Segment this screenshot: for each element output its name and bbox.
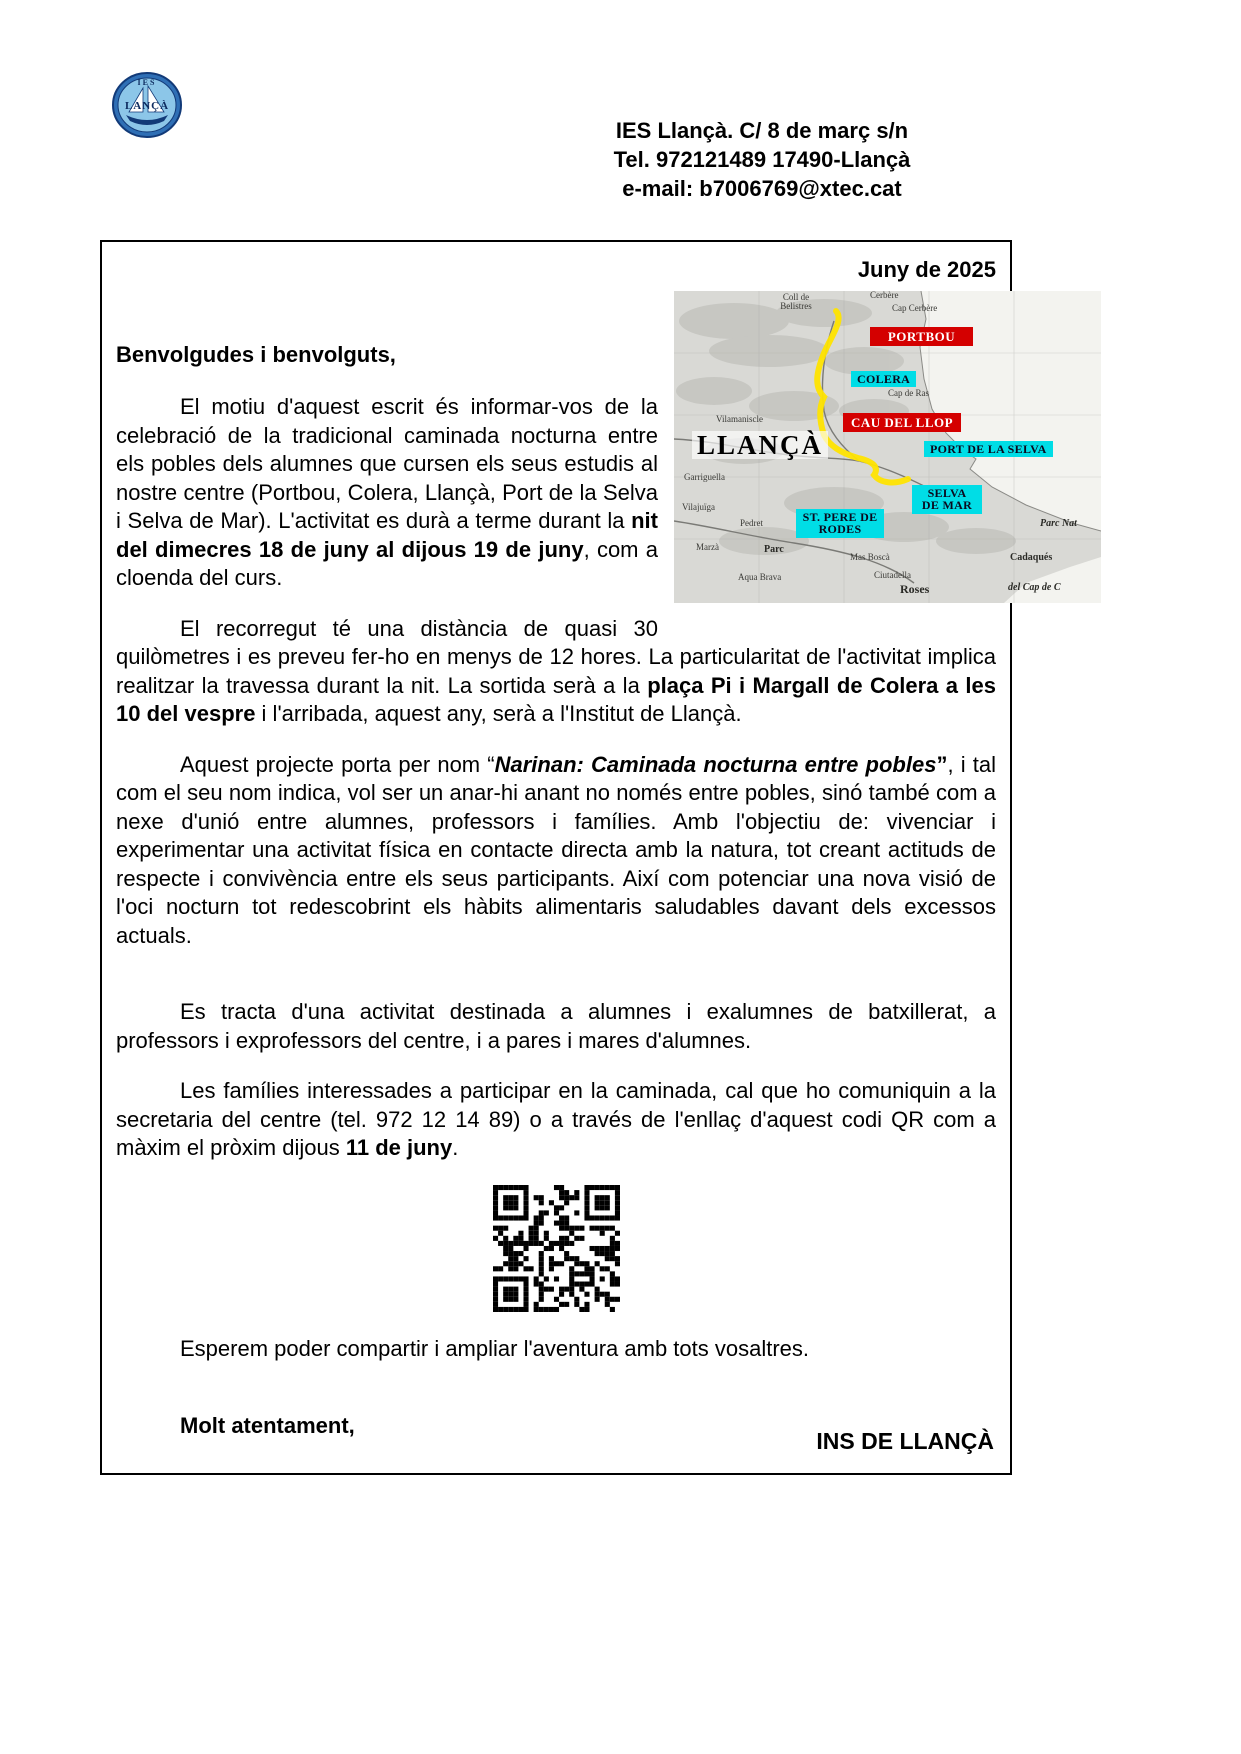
school-logo xyxy=(112,72,182,138)
map-label-ciutadella: Ciutadella xyxy=(874,569,911,580)
contact-phone: Tel. 972121489 17490-Llançà xyxy=(613,147,911,172)
map-label-roses: Roses xyxy=(900,581,930,596)
p1-date-highlight: nit del dimecres 18 de juny al dijous 19 de juny xyxy=(116,508,658,562)
map-label-llanca: LLANÇÀ xyxy=(692,431,828,459)
map-label-colera: COLERA xyxy=(851,371,916,388)
p5-deadline-highlight: 11 de juny xyxy=(345,1135,453,1160)
paragraph-signup xyxy=(116,1077,996,1163)
p2-text-start: El recorregut té una distància de quasi 30 quilòmetres i es preveu fer-ho en menys de 12 hores. La particularitat de l'activitat implica realitzar la travessa durant la nit. La sortida serà a la xyxy=(116,615,996,698)
p3-project-name: Narinan: Caminada nocturna entre pobles xyxy=(494,751,937,777)
map-label-garriguella: Garriguella xyxy=(684,471,725,482)
map-label-cap-cerbere: Cap Cerbère xyxy=(892,302,938,313)
map-label-port-de-la-selva: PORT DE LA SELVA xyxy=(924,441,1053,458)
p1-text-end: , com a cloenda del curs. xyxy=(116,536,658,590)
map-label-parc: Parc xyxy=(764,543,784,555)
p3-text-end: , i tal com el seu nom indica, vol ser un anar-hi anant no només entre pobles, sinó també com a nexe d'unió entre alumnes, professors i famílies. Amb l'objectiu de: vivenciar i experimentar una activitat física en contacte directa amb la natura, tot creant actituds de respecte i convivència entre els seus participants. Així com potenciar una nova visió de l'oci nocturn tot redescobrint els hàbits alimentaris saludables davant dels excessos actuals. xyxy=(116,751,997,948)
signature: INS DE LLANÇÀ xyxy=(816,1427,994,1454)
logo-text-llanca: LANÇÀ xyxy=(124,100,170,112)
p3-close-quote: ” xyxy=(936,751,948,777)
map-label-cap-de-ras: Cap de Ras xyxy=(888,387,929,398)
p3-text-start: Aquest projecte porta per nom “ xyxy=(180,751,495,777)
map-label-aqua-brava: Aqua Brava xyxy=(738,571,782,582)
paragraph-farewell: Esperem poder compartir i ampliar l'aventura amb tots vosaltres. xyxy=(180,1336,810,1361)
map-label-portbou: PORTBOU xyxy=(870,327,973,347)
p2-start-highlight: plaça Pi i Margall de Colera a les 10 del vespre xyxy=(116,672,996,726)
contact-email: e-mail: b7006769@xtec.cat xyxy=(622,176,902,201)
map-label-del-cap-de-c: del Cap de C xyxy=(1008,581,1061,593)
map-label-cerbere: Cerbère xyxy=(870,289,899,300)
letter-date: Juny de 2025 xyxy=(857,257,996,282)
p2-text-end: i l'arribada, aquest any, serà a l'Institut de Llançà. xyxy=(255,701,742,726)
school-logo-image xyxy=(112,72,182,138)
route-map xyxy=(674,291,1101,603)
paragraph-route xyxy=(116,615,996,729)
school-contact-block xyxy=(532,116,992,203)
salutation: Benvolgudes i benvolguts, xyxy=(116,341,396,367)
map-label-vilajuiga: Vilajuïga xyxy=(682,501,715,512)
map-label-st-pere-de-rodes: ST. PERE DE RODES xyxy=(796,509,884,538)
map-label-cau-del-llop: CAU DEL LLOP xyxy=(843,413,961,433)
paragraph-project xyxy=(116,751,996,951)
map-label-vilamaniscle: Vilamaniscle xyxy=(716,413,763,424)
map-label-parc-nat: Parc Nat xyxy=(1040,517,1077,529)
paragraph-audience: Es tracta d'una activitat destinada a alumnes i exalumnes de batxillerat, a professors i exprofessors del centre, i a pares i mares d'alumnes. xyxy=(116,999,996,1053)
map-label-pedret: Pedret xyxy=(740,517,763,528)
p5-text-end: . xyxy=(452,1135,459,1160)
map-label-mas-bosca: Mas Boscà xyxy=(850,551,890,562)
qr-code xyxy=(493,1185,620,1312)
p5-text-start: Les famílies interessades a participar en la caminada, cal que ho comuniquin a la secretaria del centre (tel. 972 12 14 89) o a través de l'enllaç d'aquest codi QR com a màxim el pròxim dijous xyxy=(116,1078,996,1160)
logo-text-ies: IES xyxy=(137,78,157,87)
letter-body-frame xyxy=(100,240,1077,1475)
map-label-cadaques: Cadaqués xyxy=(1010,551,1053,563)
contact-address: IES Llançà. C/ 8 de març s/n xyxy=(615,118,909,143)
closing-line: Molt atentament, xyxy=(180,1412,355,1438)
p1-text-start: El motiu d'aquest escrit és informar-vos de la celebració de la tradicional caminada nocturna entre els pobles dels alumnes que cursen els seus estudis al nostre centre (Portbou, Colera, Llançà, Port de la Selva i Selva de Mar). L'activitat es durà a terme durant la xyxy=(116,394,658,533)
map-label-selva-de-mar: SELVA DE MAR xyxy=(912,485,982,514)
map-label-coll-de-belistres: Coll de Belistres xyxy=(780,291,812,311)
map-label-marza: Marzà xyxy=(696,541,719,552)
qr-code-block xyxy=(116,1185,996,1320)
